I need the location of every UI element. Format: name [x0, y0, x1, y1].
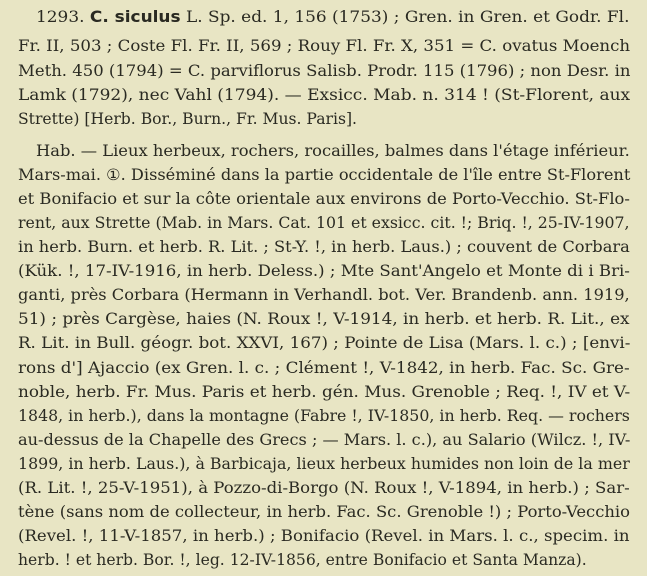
habitat-line: au-dessus de la Chapelle des Grecs ; — Mars. l. c.), au Salario (Wilcz. !, IV-: [18, 431, 631, 449]
entry-number: 1293.: [36, 8, 85, 26]
habitat-line: rons d'] Ajaccio (ex Gren. l. c. ; Clément !, V-1842, in herb. Fac. Sc. Gre-: [18, 359, 630, 377]
habitat-line: Hab. — Lieux herbeux, rochers, rocailles, balmes dans l'étage inférieur.: [36, 142, 630, 160]
entry-line: Lamk (1792), nec Vahl (1794). — Exsicc. Mab. n. 314 ! (St-Florent, aux: [18, 86, 631, 104]
habitat-line: (Kük. !, 17-IV-1916, in herb. Deless.) ; Mte Sant'Angelo et Monte di i Bri-: [18, 262, 630, 280]
habitat-line: 1848, in herb.), dans la montagne (Fabre !, IV-1850, in herb. Req. — rochers: [18, 407, 630, 425]
habitat-line: 51) ; près Cargèse, haies (N. Roux !, V-1914, in herb. et herb. R. Lit., ex: [18, 310, 630, 328]
habitat-line: et Bonifacio et sur la côte orientale aux environs de Porto-Vecchio. St-Flo-: [18, 190, 630, 208]
habitat-line: (R. Lit. !, 25-V-1951), à Pozzo-di-Borgo (N. Roux !, V-1894, in herb.) ; Sar-: [18, 479, 630, 497]
habitat-line: (Revel. !, 11-V-1857, in herb.) ; Bonifacio (Revel. in Mars. l. c., specim. in: [18, 527, 630, 545]
habitat-line: tène (sans nom de collecteur, in herb. Fac. Sc. Grenoble !) ; Porto-Vecchio: [18, 503, 631, 521]
habitat-line: in herb. Burn. et herb. R. Lit. ; St-Y. !, in herb. Laus.) ; couvent de Corbara: [18, 238, 630, 256]
habitat-line: ganti, près Corbara (Hermann in Verhandl. bot. Ver. Brandenb. ann. 1919,: [18, 286, 630, 304]
habitat-line: 1899, in herb. Laus.), à Barbicaja, lieux herbeux humides non loin de la mer: [18, 455, 630, 473]
habitat-line: herb. ! et herb. Bor. !, leg. 12-IV-1856, entre Bonifacio et Santa Manza).: [18, 551, 587, 569]
entry-text: L. Sp. ed. 1, 156 (1753) ; Gren. in Gren. et Godr. Fl.: [185, 8, 630, 26]
species-name: C. siculus: [89, 8, 181, 26]
habitat-line: Mars-mai. ①. Disséminé dans la partie occidentale de l'île entre St-Florent: [18, 166, 631, 184]
habitat-line: rent, aux Strette (Mab. in Mars. Cat. 101 et exsicc. cit. !; Briq. !, 25-IV-1907,: [18, 214, 630, 232]
entry-line: Meth. 450 (1794) = C. parviflorus Salisb. Prodr. 115 (1796) ; non Desr. in: [18, 62, 631, 80]
habitat-line: noble, herb. Fr. Mus. Paris et herb. gén. Mus. Grenoble ; Req. !, IV et V-: [18, 383, 631, 401]
entry-line: Strette) [Herb. Bor., Burn., Fr. Mus. Paris].: [18, 110, 357, 128]
entry-line-1: [36, 6, 629, 29]
entry-line: Fr. II, 503 ; Coste Fl. Fr. II, 569 ; Rouy Fl. Fr. X, 351 = C. ovatus Moench: [18, 37, 631, 55]
habitat-line: R. Lit. in Bull. géogr. bot. XXVI, 167) ; Pointe de Lisa (Mars. l. c.) ; [envi-: [18, 334, 631, 352]
